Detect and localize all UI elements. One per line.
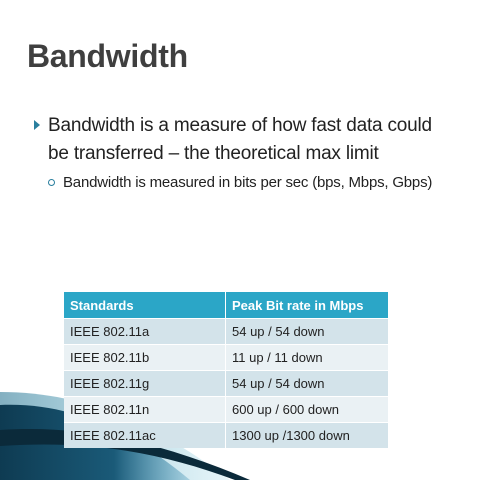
table-row <box>64 423 388 449</box>
header-standards: Standards <box>64 292 226 319</box>
table-row <box>64 319 388 345</box>
table-row <box>64 371 388 397</box>
rate-cell: 11 up / 11 down <box>226 345 389 371</box>
main-bullet <box>34 112 454 168</box>
sub-bullet-text: Bandwidth is measured in bits per sec (bps, Mbps, Gbps) <box>63 174 433 191</box>
header-peak-bit-rate: Peak Bit rate in Mbps <box>226 292 389 319</box>
table-row <box>64 345 388 371</box>
table-header-row <box>64 292 388 319</box>
standard-cell: IEEE 802.11a <box>64 319 226 345</box>
main-bullet-text: Bandwidth is a measure of how fast data could be transferred – the theoretical max limit <box>48 115 432 164</box>
rate-cell: 54 up / 54 down <box>226 371 389 397</box>
slide-title: Bandwidth <box>27 38 188 74</box>
standard-cell: IEEE 802.11b <box>64 345 226 371</box>
rate-cell: 1300 up /1300 down <box>226 423 389 449</box>
standard-cell: IEEE 802.11ac <box>64 423 226 449</box>
standard-cell: IEEE 802.11g <box>64 371 226 397</box>
triangle-bullet-icon <box>34 120 40 130</box>
sub-bullet <box>48 172 468 194</box>
circle-bullet-icon <box>48 179 55 186</box>
table-row <box>64 397 388 423</box>
rate-cell: 54 up / 54 down <box>226 319 389 345</box>
bandwidth-table <box>64 292 388 448</box>
standard-cell: IEEE 802.11n <box>64 397 226 423</box>
rate-cell: 600 up / 600 down <box>226 397 389 423</box>
